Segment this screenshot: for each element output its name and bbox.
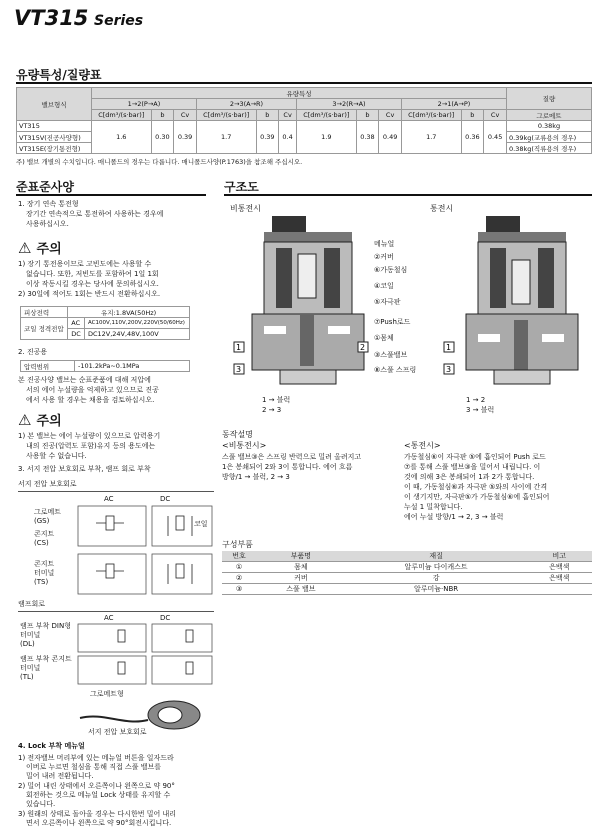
mass-cell: 0.39kg(교류용의 경우) [507, 132, 592, 143]
cell: 1.7 [196, 121, 256, 154]
cell: 0.30 [151, 121, 174, 154]
cell: 1.7 [401, 121, 461, 154]
ports-off-1: 1 → 블럭 [262, 396, 291, 404]
parts-h-no: 번호 [222, 551, 256, 562]
sub-c: C[dm³/(s·bar)] [401, 110, 461, 121]
op-off-l2: 1은 봉쇄되어 2와 3이 통합니다. 에어 흐름 [222, 463, 353, 471]
cell: ② [222, 573, 256, 584]
op-off-title: <비통전시> [222, 441, 267, 450]
c1-l2: 없습니다. 또한, 저빈도를 포함하여 1일 1회 [26, 270, 159, 278]
item4-l6: 있습니다. [26, 800, 56, 808]
power-h1: 피상전력 [21, 307, 68, 318]
item4-l1: 1) 전자밸브 머리부에 있는 메뉴얼 버튼을 일자드라 [18, 754, 174, 762]
col-flow: 유량특성 [92, 88, 507, 99]
cell: 0.36 [461, 121, 484, 154]
conduit-name: 콘지트 [34, 530, 55, 538]
coil-text: 코일 [194, 520, 208, 528]
col-valve: 밸브형식 [17, 88, 92, 121]
grommet-code: (GS) [34, 517, 50, 525]
power-row-label: 코일 정격전압 [21, 318, 68, 340]
path-3: 3→2(R→A) [297, 99, 402, 110]
item1-l2: 사용하십시오. [26, 220, 69, 228]
item3-title: 3. 서지 전압 보호회로 부착, 램프 회로 부착 [18, 465, 151, 473]
sub-b: b [151, 110, 174, 121]
lamp-dc-label: DC [160, 614, 171, 622]
svg-text:1: 1 [236, 343, 242, 352]
cell: ③ [222, 584, 256, 595]
ct-l1: 콘지트 [34, 560, 55, 568]
item2-l1: 본 진공사양 밸브는 순표준품에 대해 저압에 [18, 376, 151, 384]
item4-l5: 회전하는 것으로 메뉴얼 Lock 상태를 유지할 수 [26, 791, 171, 799]
item1-title: 1. 장기 연속 통전형 [18, 200, 79, 208]
ct-l3: (TS) [34, 578, 49, 586]
op-on-l1: 가동철심⑥이 자극판 ⑤에 흡인되어 Push 로드 [404, 453, 546, 461]
op-on-l5: 이 생기지만, 자극판⑤가 가동철심⑥에 흡인되어 [404, 493, 550, 501]
din-l1: 램프 부착 DIN형 [20, 622, 71, 630]
lc-l3: (TL) [20, 673, 34, 681]
c2-l1: 1) 본 밸브는 에어 누설량이 있으므로 압력용기 [18, 432, 161, 440]
flow-title: 유량특성/질량표 [16, 68, 102, 82]
lamp-title: 램프회로 [18, 600, 46, 608]
series-word: Series [94, 13, 144, 29]
lamp-conduit-label [20, 655, 72, 682]
conduit-label [34, 530, 54, 548]
spec-rule [16, 194, 206, 196]
sub-c: C[dm³/(s·bar)] [196, 110, 256, 121]
callout-pole: ⑤자극판 [374, 298, 401, 306]
sub-cv: Cv [174, 110, 197, 121]
on-label: 통전시 [430, 204, 454, 213]
caution-heading-1 [18, 238, 62, 257]
grommet-coil-illustration [74, 698, 204, 732]
callout-coil: ④코일 [374, 282, 394, 290]
ports-on-2: 3 → 블럭 [466, 406, 495, 414]
power-dc: DC [68, 329, 85, 340]
sub-c: C[dm³/(s·bar)] [297, 110, 357, 121]
parts-title: 구성부품 [222, 540, 253, 549]
op-title: 동작설명 [222, 430, 253, 439]
flow-note: 주) 밸브 개별의 수치입니다. 매니폴드의 경우는 다릅니다. 매니폴드사양(P.1763)을 참조해 주십시오. [16, 158, 303, 166]
valve-off-diagram [224, 214, 374, 394]
surge-ac-label: AC [104, 495, 114, 503]
cell: 강 [346, 573, 527, 584]
grommet-name: 그로메트 [34, 508, 62, 516]
structure-title: 구조도 [224, 180, 259, 194]
pressure-val: -101.2kPa~0.1MPa [75, 361, 190, 372]
op-off-l3: 방향/1 → 블럭, 2 → 3 [222, 473, 290, 481]
din-label [20, 622, 71, 649]
col-mass: 질량 [507, 88, 592, 110]
sub-b: b [256, 110, 279, 121]
path-4: 2→1(A→P) [401, 99, 506, 110]
cell: ① [222, 562, 256, 573]
c1-l1: 1) 장기 통전용이므로 고빈도에는 사용할 수 [18, 260, 152, 268]
surge-attached-label: 서지 전압 보호회로 [88, 728, 147, 736]
op-off-l1: 스풀 밸브③은 스프링 반력으로 밀려 올려지고 [222, 453, 362, 461]
op-on-l4: 이 때, 가동철심⑥과 자극판 ⑤와의 사이에 간격 [404, 483, 548, 491]
grommet-type-label: 그로메트형 [90, 690, 124, 698]
cell: 몸체 [256, 562, 346, 573]
op-on-l3: 것에 의해 3은 봉쇄되어 1과 2가 통합니다. [404, 473, 535, 481]
item4-l8: 면서 오른쪽이나 왼쪽으로 약 90°회전시킵니다. [26, 819, 172, 827]
c1-l4: 2) 30일에 적어도 1회는 반드시 전환하십시오. [18, 290, 161, 298]
sub-cv: Cv [279, 110, 297, 121]
item2-title: 2. 진공용 [18, 348, 48, 356]
item1-l1: 장기간 연속적으로 통전하여 사용하는 경우에 [26, 210, 164, 218]
surge-rule [18, 491, 214, 492]
item4-l3: 밀어 내려 전환됩니다. [26, 772, 94, 780]
cell [527, 584, 593, 595]
svg-text:3: 3 [236, 365, 242, 374]
flow-rule [16, 82, 592, 84]
item2-l3: 에서 사용 할 경우는 채용을 검토하십시오. [26, 396, 155, 404]
path-1: 1→2(P→A) [92, 99, 197, 110]
item4-l7: 3) 원래의 상태로 돌아올 경우는 다시한번 밀어 내리 [18, 810, 176, 818]
item4-l4: 2) 밀어 내린 상태에서 오른쪽이나 왼쪽으로 약 90° [18, 782, 175, 790]
sub-c: C[dm³/(s·bar)] [92, 110, 152, 121]
warning-icon: ⚠ [18, 239, 32, 257]
sub-b: b [461, 110, 484, 121]
off-label: 비통전시 [230, 204, 261, 213]
cell: 은백색 [527, 562, 593, 573]
lamp-rule [18, 611, 214, 612]
ports-on-1: 1 → 2 [466, 396, 486, 404]
op-on-l6: 누설 1 밀착합니다. [404, 503, 463, 511]
c2-l2: 내의 진공(압력도 포함)유지 등의 용도에는 [26, 442, 156, 450]
callout-spool: ③스풀밸브 [374, 351, 408, 359]
cell: 스풀 밸브 [256, 584, 346, 595]
item4-title: 4. Lock 부착 메뉴얼 [18, 742, 85, 750]
row-model: VT315V(진공사양형) [17, 132, 92, 143]
lamp-ac-label: AC [104, 614, 114, 622]
callout-body: ①몸체 [374, 334, 394, 342]
valve-on-diagram [438, 214, 588, 394]
c1-l3: 이상 작동시킬 경우는 당사에 문의하십시오. [26, 280, 159, 288]
spec-title: 준표준사양 [16, 180, 74, 194]
svg-text:3: 3 [446, 365, 452, 374]
callout-plunger: ⑥가동철심 [374, 266, 408, 274]
c2-l3: 사용할 수 없습니다. [26, 452, 87, 460]
cell: 0.39 [256, 121, 279, 154]
parts-h-name: 부품명 [256, 551, 346, 562]
din-l2: 터미널 [20, 631, 41, 639]
callout-cover: ②커버 [374, 253, 394, 261]
grommet-label [34, 508, 61, 526]
row-model: VT315E(장기통전형) [17, 143, 92, 154]
cell: 알루미늄 다이캐스트 [346, 562, 527, 573]
cell: 커버 [256, 573, 346, 584]
caution-label: 주의 [36, 414, 62, 429]
item4-l2: 이버로 누르면 철심을 통해 직접 스풀 밸브를 [26, 763, 162, 771]
cell: 알루미늄·NBR [346, 584, 527, 595]
power-h2: 유지:1.8VA(50Hz) [68, 307, 190, 318]
power-table [20, 306, 190, 340]
pressure-table [20, 360, 190, 372]
mass-cell: 0.38kg(직류용의 경우) [507, 143, 592, 154]
row-model: VT315 [17, 121, 92, 132]
svg-text:2: 2 [360, 343, 366, 352]
mass-cell: 0.38kg [507, 121, 592, 132]
cell: 은백색 [527, 573, 593, 584]
parts-h-note: 비고 [527, 551, 593, 562]
ct-l2: 터미널 [34, 569, 55, 577]
structure-rule [224, 194, 592, 196]
cell: 0.4 [279, 121, 297, 154]
parts-table [222, 551, 592, 595]
cell: 0.49 [379, 121, 402, 154]
conduit-code: (CS) [34, 539, 49, 547]
item2-l2: 서의 에어 누설량을 억제하고 있으므로 진공 [26, 386, 159, 394]
cell: 0.39 [174, 121, 197, 154]
table-row [222, 562, 592, 573]
callout-push-rod: ⑦Push로드 [374, 318, 411, 326]
cell: 0.45 [484, 121, 507, 154]
series-title [14, 6, 143, 30]
path-2: 2→3(A→R) [196, 99, 296, 110]
op-on-l2: ⑦를 통해 스풀 밸브③을 밀어서 내립니다. 이 [404, 463, 541, 471]
sub-cv: Cv [484, 110, 507, 121]
cell: 1.9 [297, 121, 357, 154]
conduit-terminal-label [34, 560, 54, 587]
power-ac-val: AC100V,110V,200V,220V(50/60Hz) [84, 318, 189, 329]
flow-table [16, 87, 592, 154]
sub-cv: Cv [379, 110, 402, 121]
callout-manual: 메뉴얼 [374, 240, 395, 248]
sub-b: b [356, 110, 379, 121]
ports-off-2: 2 → 3 [262, 406, 282, 414]
table-row [222, 573, 592, 584]
table-row [222, 584, 592, 595]
cell: 1.6 [92, 121, 152, 154]
parts-h-material: 재질 [346, 551, 527, 562]
surge-title: 서지 전압 보호회로 [18, 480, 77, 488]
caution-heading-2 [18, 410, 62, 429]
mass-sub: 그로메트 [507, 110, 592, 121]
din-l3: (DL) [20, 640, 35, 648]
power-ac: AC [68, 318, 85, 329]
svg-text:1: 1 [446, 343, 452, 352]
pressure-label: 압력범위 [21, 361, 75, 372]
op-on-l7: 에어 누설 방향/1 → 2, 3 → 블럭 [404, 513, 504, 521]
callout-spring: ⑧스풀 스프링 [374, 366, 417, 374]
op-on-title: <통전시> [404, 441, 441, 450]
power-dc-val: DC12V,24V,48V,100V [84, 329, 189, 340]
model-name: VT315 [14, 6, 89, 30]
caution-label: 주의 [36, 242, 62, 257]
surge-dc-label: DC [160, 495, 171, 503]
lc-l1: 램프 부착 콘지트 [20, 655, 72, 663]
warning-icon: ⚠ [18, 411, 32, 429]
lc-l2: 터미널 [20, 664, 41, 672]
cell: 0.38 [356, 121, 379, 154]
